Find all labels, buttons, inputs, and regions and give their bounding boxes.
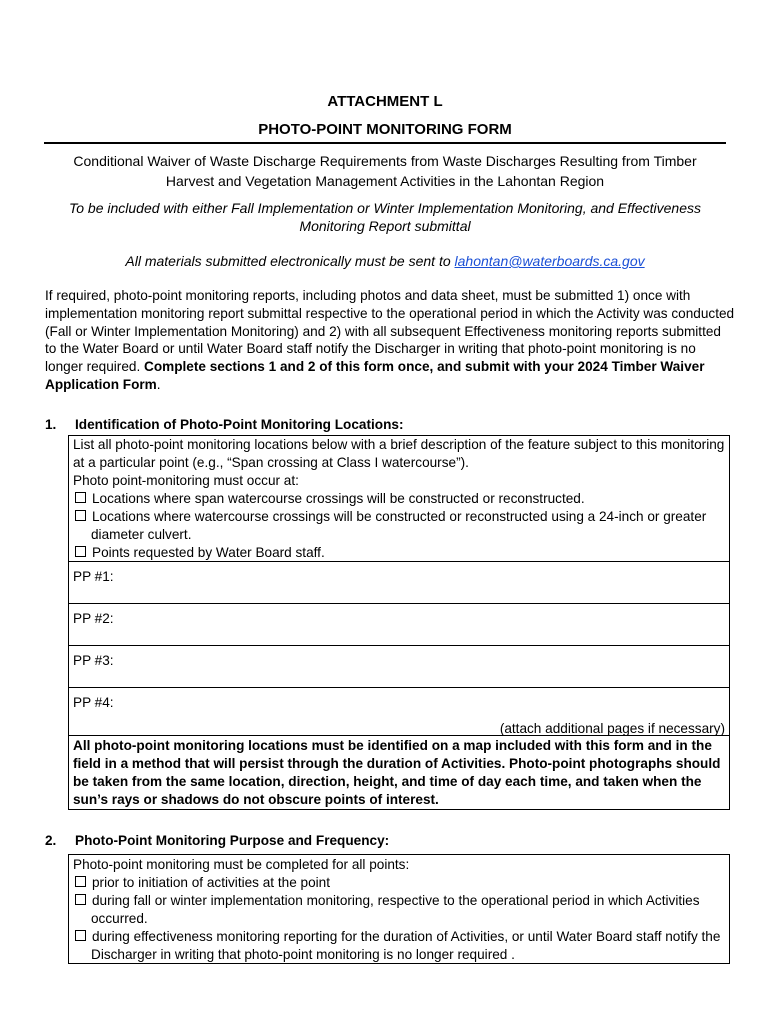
section-1-table <box>68 435 730 810</box>
section-1-occur-label: Photo point-monitoring must occur at: <box>73 473 299 488</box>
section-1-option <box>73 508 725 544</box>
section-2-number: 2. <box>45 833 57 848</box>
intro-text: If required, photo-point monitoring reports, including photos and data sheet, must be submitted 1) once with implementation monitoring report submittal respective to the operational period in which the Activity was conducted (Fall or Winter Implementation Monitoring) and 2) with all subsequent Effectiveness monitoring reports submitted to the Water Board or until Water Board staff notify the Discharger in writing that photo-point monitoring is no longer required. <box>45 288 735 375</box>
pp-4-field[interactable] <box>69 688 729 736</box>
email-link[interactable]: lahontan@waterboards.ca.gov <box>454 253 645 269</box>
section-1-instructions: List all photo-point monitoring locations below with a brief description of the feature subject to this monitoring at a particular point (e.g., “Span crossing at Class I watercourse”). <box>73 437 725 470</box>
option-label: prior to initiation of activities at the point <box>92 875 331 890</box>
intro-end: . <box>156 376 161 392</box>
pp-label: PP #3: <box>73 653 114 668</box>
section-2-option <box>73 892 725 928</box>
option-label: during fall or winter implementation monitoring, respective to the operational period in which Activities occurred. <box>91 893 700 926</box>
intro-paragraph <box>45 287 735 394</box>
option-label: Locations where watercourse crossings will be constructed or reconstructed using a 24-inch or greater diameter culvert. <box>91 509 707 542</box>
section-1-heading <box>45 417 403 432</box>
section-2-intro: Photo-point monitoring must be completed for all points: <box>73 857 410 872</box>
checkbox-icon[interactable] <box>75 876 86 887</box>
section-1-number: 1. <box>45 417 57 432</box>
email-instruction <box>0 253 770 269</box>
section-2-option <box>73 928 725 964</box>
checkbox-icon[interactable] <box>75 510 86 521</box>
email-prefix: All materials submitted electronically must be sent to <box>125 253 455 269</box>
section-1-option <box>73 544 725 562</box>
pp-1-field[interactable] <box>69 562 729 604</box>
option-label: during effectiveness monitoring reporting for the duration of Activities, or until Water Board staff notify the Discharger in writing that photo-point monitoring is no longer required . <box>91 929 721 962</box>
waiver-subtitle: Conditional Waiver of Waste Discharge Requirements from Waste Discharges Resulting from Timber Harvest and Vegetation Management Activities in the Lahontan Region <box>73 153 697 189</box>
pp-3-field[interactable] <box>69 646 729 688</box>
title-divider <box>44 142 726 144</box>
checkbox-icon[interactable] <box>75 930 86 941</box>
section-2-title: Photo-Point Monitoring Purpose and Frequency: <box>75 833 390 848</box>
pp-label: PP #1: <box>73 569 114 584</box>
section-1-option <box>73 490 725 508</box>
attachment-title: ATTACHMENT L <box>327 93 443 110</box>
checkbox-icon[interactable] <box>75 546 86 557</box>
checkbox-icon[interactable] <box>75 894 86 905</box>
option-label: Locations where span watercourse crossings will be constructed or reconstructed. <box>92 491 585 506</box>
section-1-instructions-cell <box>69 436 729 562</box>
section-1-title: Identification of Photo-Point Monitoring Locations: <box>75 417 404 432</box>
pp-2-field[interactable] <box>69 604 729 646</box>
submittal-note: To be included with either Fall Implementation or Winter Implementation Monitoring, and Effectiveness Monitoring Report submittal <box>68 200 701 234</box>
section-1-bold-note: All photo-point monitoring locations must be identified on a map included with this form and in the field in a method that will persist through the duration of Activities. Photo-point photographs should be taken from the same location, direction, height, and time of day each time, and taken when the sun’s rays or shadows do not obscure points of interest. <box>73 738 721 807</box>
option-label: Points requested by Water Board staff. <box>92 545 325 560</box>
section-2-option <box>73 874 725 892</box>
section-2-cell <box>69 855 729 964</box>
intro-bold-text: Complete sections 1 and 2 of this form once, and submit with your 2024 Timber Waiver Application Form <box>45 359 705 392</box>
checkbox-icon[interactable] <box>75 492 86 503</box>
attach-note: (attach additional pages if necessary) <box>499 721 725 736</box>
form-title: PHOTO-POINT MONITORING FORM <box>258 121 512 138</box>
pp-label: PP #2: <box>73 611 114 626</box>
section-2-table <box>68 854 730 964</box>
section-2-heading <box>45 833 389 848</box>
pp-label: PP #4: <box>73 695 114 710</box>
